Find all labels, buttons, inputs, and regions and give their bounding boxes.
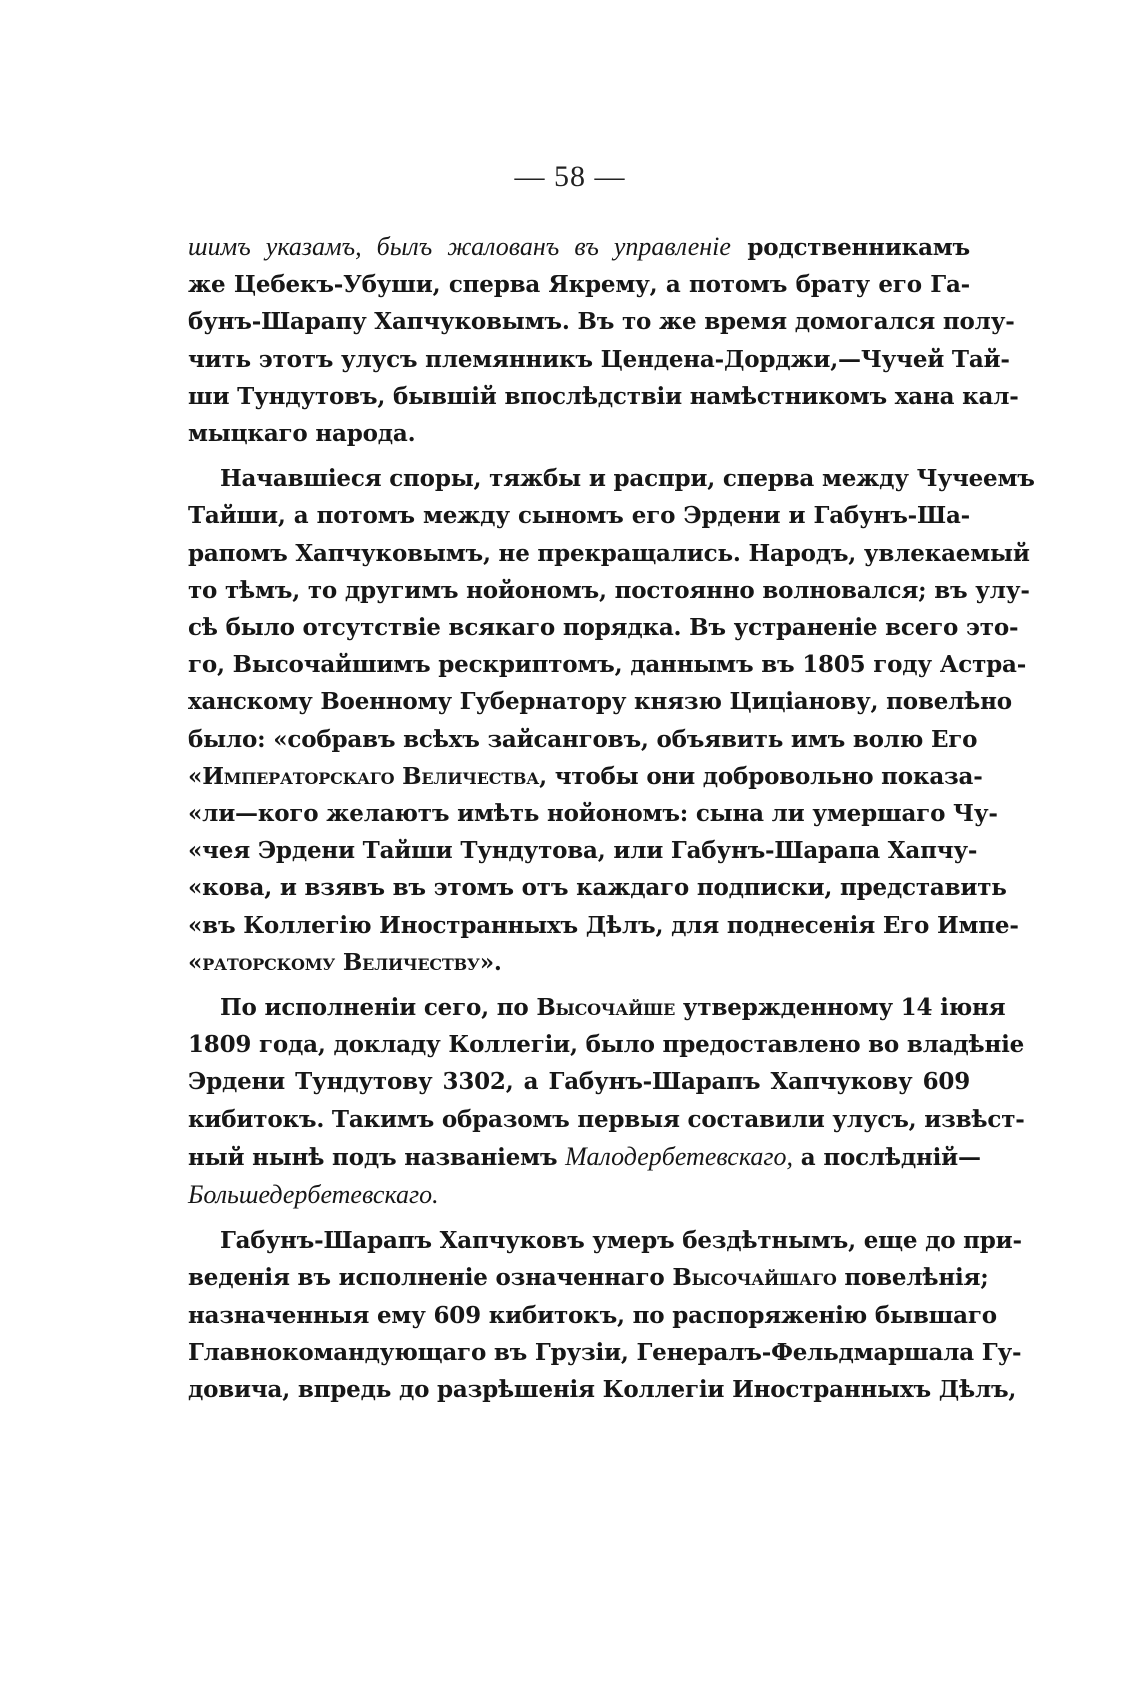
text-line: «въ Коллегію Иностранныхъ Дѣлъ, для поднесенія Его Импе- [188, 911, 1019, 939]
text-line: Главнокомандующаго въ Грузіи, Генералъ-Фельдмаршала Гу- [188, 1338, 1022, 1366]
text-line: рапомъ Хапчуковымъ, не прекращались. Народъ, увлекаемый [188, 539, 1030, 567]
text-line: назначенныя ему 609 кибитокъ, по распоряженію бывшаго [188, 1301, 997, 1329]
text-line: то тѣмъ, то другимъ нойономъ, постоянно волновался; въ улу- [188, 576, 1030, 604]
page-number: — 58 — [514, 160, 626, 193]
text-line: сѣ было отсутствіе всякаго порядка. Въ устраненіе всего это- [188, 614, 1019, 642]
text-line: Тайши, а потомъ между сыномъ его Эрдени и Габунъ-Ша- [188, 502, 970, 530]
text-line: ши Тундутовъ, бывшій впослѣдствіи намѣстникомъ хана кал- [188, 382, 1019, 410]
text-line: кибитокъ. Такимъ образомъ первыя составили улусъ, извѣст- [188, 1105, 1025, 1133]
text-line: Габунъ-Шарапъ Хапчуковъ умеръ бездѣтнымъ, еще до при- [220, 1227, 1022, 1255]
text-line: же Цебекъ-Убуши, сперва Якрему, а потомъ брату его Га- [188, 271, 970, 299]
text-line: «ли—кого желаютъ имѣть нойономъ: сына ли умершаго Чу- [188, 800, 998, 828]
text-line: шимъ указамъ, былъ жалованъ въ управленіе родственникамъ [188, 232, 971, 261]
body-text [188, 228, 1035, 1408]
text-line: веденія въ исполненіе означеннаго Высочайшаго повелѣнія; [188, 1264, 989, 1292]
text-line: «раторскому Величеству». [188, 948, 502, 976]
text-line: 1809 года, докладу Коллегіи, было предоставлено во владѣніе [188, 1031, 1025, 1059]
text-line: довича, впредь до разрѣшенія Коллегіи Иностранныхъ Дѣлъ, [188, 1376, 1017, 1404]
text-line: ханскому Военному Губернатору князю Циціанову, повелѣно [188, 688, 1012, 716]
text-line: го, Высочайшимъ рескриптомъ, даннымъ въ 1805 году Астра- [188, 651, 1027, 679]
text-line: Начавшіеся споры, тяжбы и распри, сперва между Чучеемъ [220, 465, 1035, 493]
text-line: Большедербетевскаго. [188, 1180, 439, 1210]
text-line: «Императорскаго Величества, чтобы они добровольно показа- [188, 762, 983, 790]
text-line: чить этотъ улусъ племянникъ Цендена-Дорджи,—Чучей Тай- [188, 345, 1010, 373]
text-line: бунъ-Шарапу Хапчуковымъ. Въ то же время домогался полу- [188, 308, 1015, 336]
text-line: «чея Эрдени Тайши Тундутова, или Габунъ-Шарапа Хапчу- [188, 837, 978, 865]
text-line: ный нынѣ подъ названіемъ Малодербетевскаго, а послѣдній— [188, 1141, 981, 1171]
text-line: По исполненіи сего, по Высочайше утвержденному 14 іюня [220, 994, 1006, 1022]
text-line: «кова, и взявъ въ этомъ отъ каждаго подписки, представить [188, 874, 1007, 902]
text-line: было: «собравъ всѣхъ зайсанговъ, объявить имъ волю Его [188, 725, 978, 753]
text-line: Эрдени Тундутову 3302, а Габунъ-Шарапъ Хапчукову 609 [188, 1068, 970, 1096]
text-line: мыцкаго народа. [188, 420, 416, 448]
